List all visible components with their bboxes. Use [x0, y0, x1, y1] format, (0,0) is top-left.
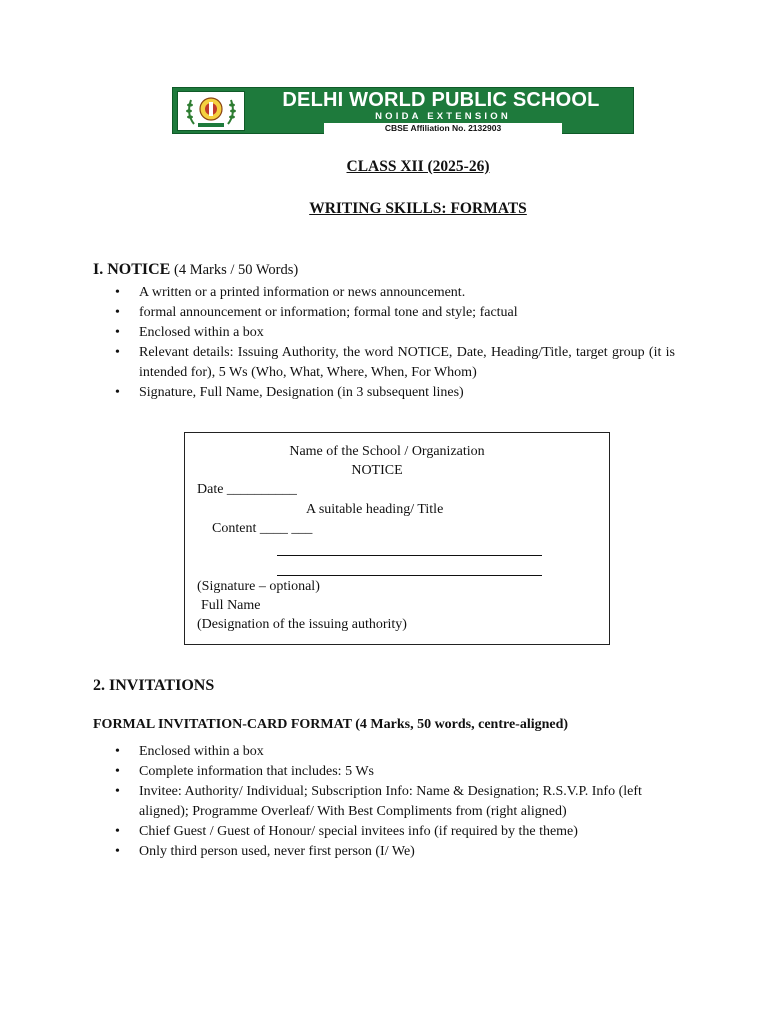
format-content: Content ____ ___ — [212, 521, 313, 536]
format-date: Date __________ — [197, 482, 297, 497]
invitations-heading: 2. INVITATIONS — [93, 677, 215, 694]
format-signature: (Signature – optional) — [197, 579, 320, 594]
affiliation-number: CBSE Affiliation No. 2132903 — [324, 123, 562, 134]
list-item: • Enclosed within a box — [115, 742, 675, 762]
list-item: • Relevant details: Issuing Authority, the word NOTICE, Date, Heading/Title, target group (it is intended for), 5 Ws (Who, What, Where, When, For Whom) — [115, 343, 675, 383]
school-location: NOIDA EXTENSION — [375, 111, 511, 122]
notice-bullet-list — [115, 283, 675, 403]
school-logo — [177, 91, 245, 131]
notice-format-box — [184, 432, 610, 645]
format-heading: A suitable heading/ Title — [306, 502, 444, 517]
invitation-format-subheading: FORMAL INVITATION-CARD FORMAT (4 Marks, 50 words, centre-aligned) — [93, 717, 569, 732]
list-item: • Invitee: Authority/ Individual; Subscription Info: Name & Designation; R.S.V.P. Info (left aligned); Programme Overleaf/ With Best Compliments from (right aligned) — [115, 782, 675, 822]
content-line — [277, 575, 542, 576]
notice-marks: (4 Marks / 50 Words) — [173, 262, 299, 278]
format-org-name: Name of the School / Organization — [289, 444, 485, 459]
school-crest-icon — [178, 92, 244, 130]
format-notice-word: NOTICE — [351, 463, 403, 478]
notice-heading — [93, 261, 298, 279]
school-name: DELHI WORLD PUBLIC SCHOOL — [282, 89, 600, 111]
list-item: • Enclosed within a box — [115, 323, 675, 343]
list-item: • Chief Guest / Guest of Honour/ special invitees info (if required by the theme) — [115, 822, 675, 842]
invitation-bullet-list — [115, 742, 675, 862]
class-title: CLASS XII (2025-26) — [346, 158, 490, 175]
format-full-name: Full Name — [201, 598, 261, 613]
list-item: • Signature, Full Name, Designation (in 3 subsequent lines) — [115, 383, 675, 403]
topic-title: WRITING SKILLS: FORMATS — [309, 200, 527, 217]
notice-heading-label: I. NOTICE — [93, 261, 171, 278]
list-item: • Only third person used, never first person (I/ We) — [115, 842, 675, 862]
format-designation: (Designation of the issuing authority) — [197, 617, 407, 632]
content-line — [277, 555, 542, 556]
list-item: • A written or a printed information or news announcement. — [115, 283, 675, 303]
list-item: • formal announcement or information; formal tone and style; factual — [115, 303, 675, 323]
school-banner — [172, 87, 634, 134]
list-item: • Complete information that includes: 5 Ws — [115, 762, 675, 782]
